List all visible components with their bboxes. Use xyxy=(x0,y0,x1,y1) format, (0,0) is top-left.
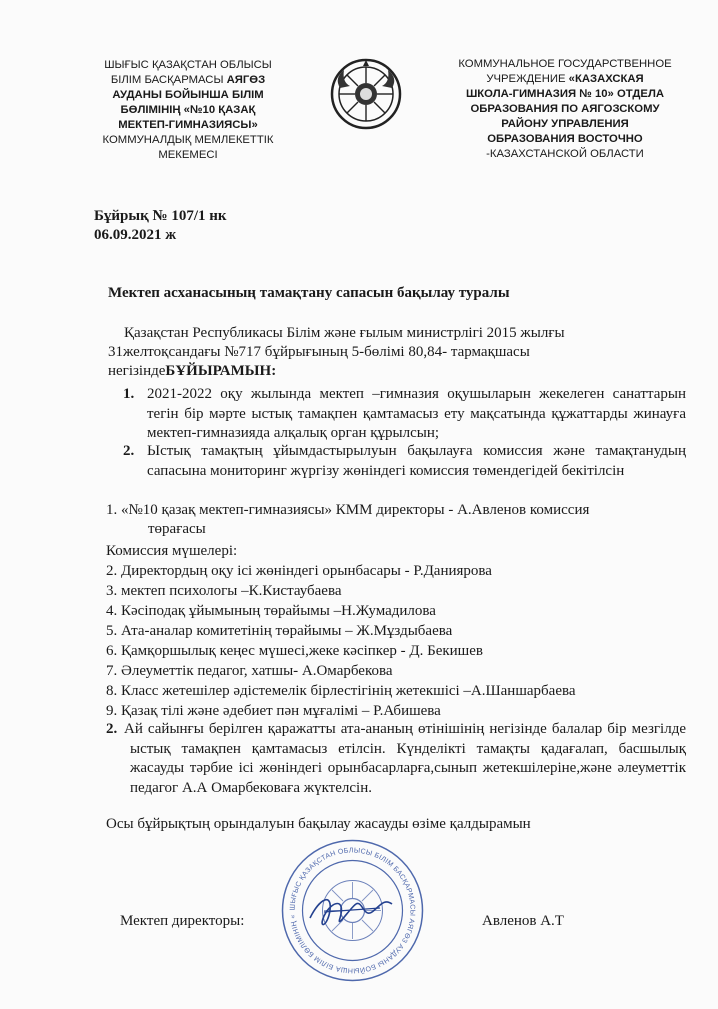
signature-name: Авленов А.Т xyxy=(482,913,564,929)
header-right-line: ШКОЛА-ГИМНАЗИЯ № 10» ОТДЕЛА xyxy=(465,88,665,100)
order-date: 06.09.2021 ж xyxy=(94,227,177,243)
intro-line: 31желтоқсандағы №717 бұйрығының 5-бөлімі 80,84- тармақшасы xyxy=(108,344,530,360)
order-block xyxy=(94,207,227,245)
official-stamp-icon xyxy=(280,838,425,983)
member-item: 5. Ата-аналар комитетінің төрайымы – Ж.Мұздыбаева xyxy=(106,623,453,639)
point-two-number: 2. xyxy=(106,721,118,737)
point-two xyxy=(106,720,686,798)
state-emblem-icon xyxy=(330,58,402,130)
header-left-line: МЕКТЕП-ГИМНАЗИЯСЫ» xyxy=(118,119,258,131)
header-right-line: КОММУНАЛЬНОЕ ГОСУДАРСТВЕННОЕ xyxy=(458,58,672,70)
member-item: 3. мектеп психологы –К.Кистаубаева xyxy=(106,583,342,599)
header-right-line: РАЙОНУ УПРАВЛЕНИЯ xyxy=(501,118,629,130)
member-item: 8. Класс жетешілер әдістемелік бірлестігінің жетекшісі –А.Шаншарбаева xyxy=(106,683,576,699)
chairman-line: 1. «№10 қазақ мектеп-гимназиясы» КММ директоры - А.Авленов комиссия xyxy=(106,502,590,518)
decree-item xyxy=(123,385,686,444)
header-left-line: БІЛІМ БАСҚАРМАСЫ АЯГӨЗ xyxy=(110,74,266,86)
header-left-line: ШЫҒЫС ҚАЗАҚСТАН ОБЛЫСЫ xyxy=(104,59,272,71)
member-item: 2. Директордың оқу ісі жөніндегі орынбасары - Р.Даниярова xyxy=(106,563,492,579)
intro-line: Қазақстан Республикасы Білім және ғылым министрлігі 2015 жылғы xyxy=(124,325,565,341)
header-right-line: ОБРАЗОВАНИЯ ВОСТОЧНО xyxy=(487,133,643,145)
header-left-line: КОММУНАЛДЫҚ МЕМЛЕКЕТТІК xyxy=(102,134,274,146)
decree-number: 1. xyxy=(123,386,135,402)
header-left-line: МЕКЕМЕСІ xyxy=(158,149,218,161)
signature-label: Мектеп директоры: xyxy=(120,913,245,929)
intro-line: негізіндеБҰЙЫРАМЫН: xyxy=(108,363,277,379)
member-item: 4. Кәсіподақ ұйымының төрайымы –Н.Жумадилова xyxy=(106,603,436,619)
member-item: 6. Қамқоршылық кеңес мүшесі,жеке кәсіпкер - Д. Бекишев xyxy=(106,643,483,659)
header-right-line: УЧРЕЖДЕНИЕ «КАЗАХСКАЯ xyxy=(486,73,644,85)
header-right-russian xyxy=(440,57,690,162)
member-item: 7. Әлеуметтік педагог, хатшы- А.Омарбекова xyxy=(106,663,393,679)
decree-text: Ыстық тамақтың ұйымдастырылуын бақылауға комиссия және тамақтанудың сапасына мониторинг жүргізу жөніндегі комиссия төмендегідей бекітілсін xyxy=(147,443,686,479)
order-number: Бұйрық № 107/1 нк xyxy=(94,208,227,224)
header-right-line: ОБРАЗОВАНИЯ ПО АЯГОЗСКОМУ xyxy=(470,103,660,115)
point-two-text: Ай сайынғы берілген қаражатты ата-ананың өтінішінің негізінде балалар бір мезгілде ыстық тамақпен қамтамасыз етілсін. Күнделікті тамақты қадағалап, басшылық жасауды тәрбие ісі жөніндегі орынбасарларға,сынып жетекшілеріне,және әлеуметтік педагог А.А Омарбековаға жүктелсін. xyxy=(124,721,686,796)
member-item: 9. Қазақ тілі және әдебиет пән мұғалімі – Р.Абишева xyxy=(106,703,441,719)
control-line: Осы бұйрықтың орындалуын бақылау жасауды өзіме қалдырамын xyxy=(106,816,531,832)
header-left-line: АУДАНЫ БОЙЫНША БІЛІМ xyxy=(112,89,264,101)
decree-number: 2. xyxy=(123,443,135,459)
header-left-kazakh xyxy=(78,58,298,163)
stamp-ring-text: ШЫҒЫС ҚАЗАҚСТАН ОБЛЫСЫ БІЛІМ БАСҚАРМАСЫ АЯГӨЗ АУДАНЫ БОЙЫНША БІЛІМ БӨЛІМІНІҢ « xyxy=(289,847,416,974)
document-title: Мектеп асханасының тамақтану сапасын бақылау туралы xyxy=(108,285,510,301)
header-left-line: БӨЛІМІНІҢ «№10 ҚАЗАҚ xyxy=(120,104,256,116)
chairman-line: төрағасы xyxy=(148,521,206,537)
decree-text: 2021-2022 оқу жылында мектеп –гимназия оқушыларын жекелеген санаттарын тегін бір мәрте ыстық тамақпен қамтамасыз ету мақсатында құжаттарды жинауға мектеп-гимназияда алқалық орган құрылсын; xyxy=(147,386,686,441)
decree-item xyxy=(123,442,686,481)
members-heading: Комиссия мүшелері: xyxy=(106,543,238,559)
header-right-line: -КАЗАХСТАНСКОЙ ОБЛАСТИ xyxy=(486,148,644,160)
